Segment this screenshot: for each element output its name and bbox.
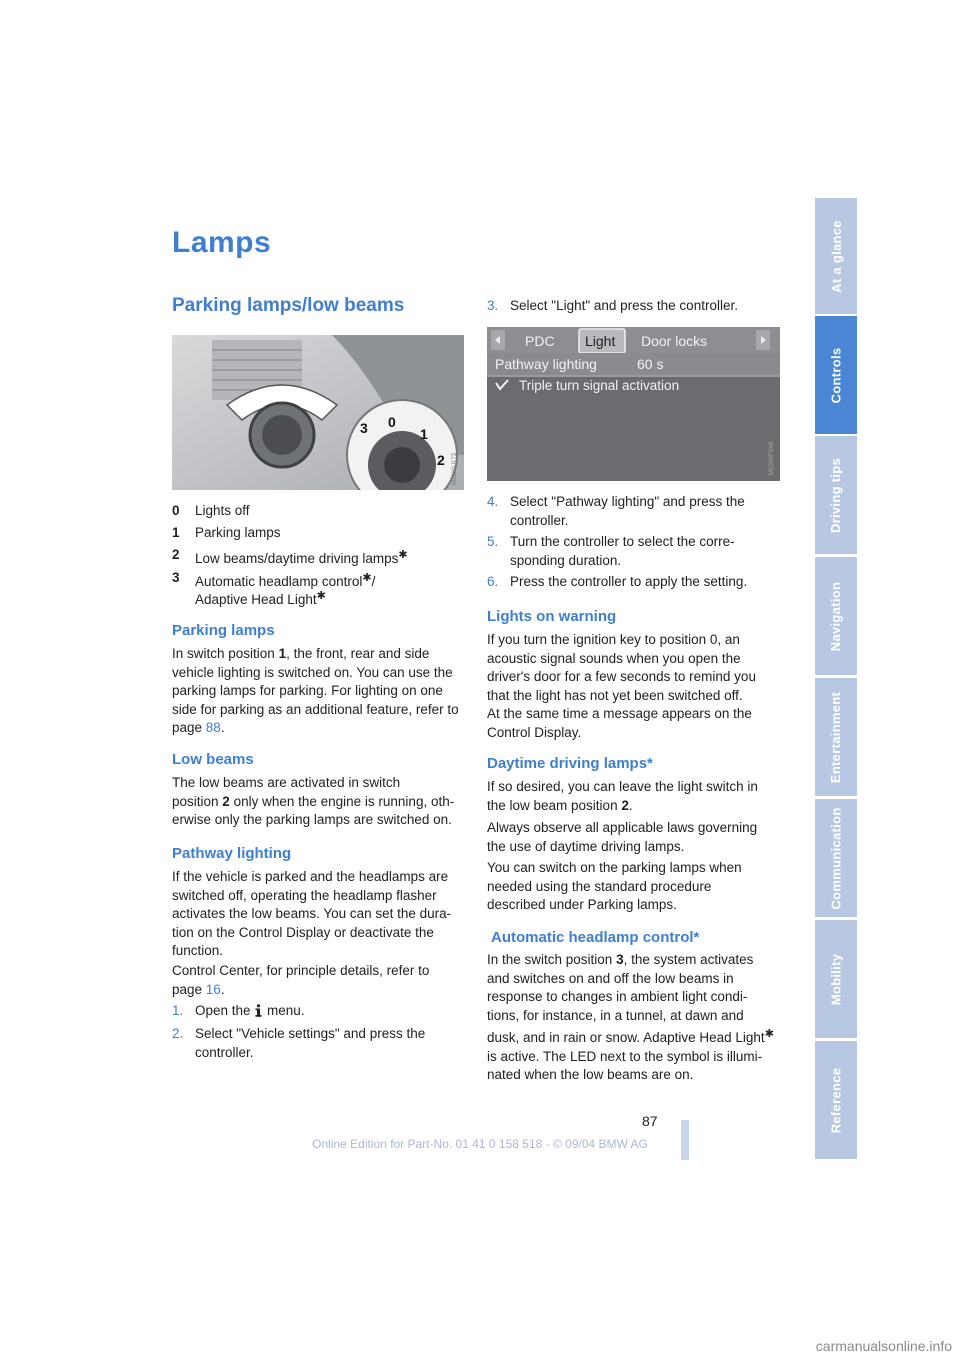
light-switch-illustration bbox=[172, 335, 464, 490]
low-beams-text: The low beams are activated in switch position 2 only when the engine is running, oth- erwise only the parking lamps are switched on. bbox=[172, 775, 455, 827]
watermark: carmanualsonline.info bbox=[815, 1338, 952, 1354]
dial-label-2: 2 bbox=[437, 452, 445, 468]
option-star: ✱ bbox=[764, 1028, 774, 1040]
display-row-value: 60 s bbox=[637, 356, 664, 372]
low-beams-heading: Low beams bbox=[172, 751, 254, 768]
section-heading: Parking lamps/low beams bbox=[172, 295, 405, 316]
control-display-screenshot bbox=[487, 327, 780, 481]
parking-lamps-heading: Parking lamps bbox=[172, 622, 275, 639]
control-center-text: Control Center, for principle details, refer to page 16. bbox=[172, 963, 430, 997]
display-tab-pdc: PDC bbox=[525, 333, 555, 349]
daytime-lamps-text-3: You can switch on the parking lamps when needed using the standard procedure described under Parking lamps. bbox=[487, 860, 742, 912]
option-star: ✱ bbox=[316, 590, 326, 602]
tab-at-a-glance[interactable]: At a glance bbox=[815, 198, 857, 314]
tab-reference[interactable]: Reference bbox=[815, 1041, 857, 1159]
pathway-lighting-heading: Pathway lighting bbox=[172, 845, 292, 862]
page-link-88[interactable]: 88 bbox=[205, 720, 221, 735]
daytime-lamps-text: If so desired, you can leave the light switch in the low beam position 2. bbox=[487, 779, 758, 813]
page-link-16[interactable]: 16 bbox=[205, 981, 221, 997]
page-number: 87 bbox=[642, 1113, 658, 1129]
dial-label-1: 1 bbox=[420, 426, 428, 442]
svg-text:M10X0J173: M10X0J173 bbox=[452, 452, 458, 485]
display-tab-light: Light bbox=[585, 333, 616, 349]
dial-label-3: 3 bbox=[360, 420, 368, 436]
info-menu-icon bbox=[254, 1004, 263, 1017]
dial-label-0: 0 bbox=[388, 414, 396, 430]
tab-mobility[interactable]: Mobility bbox=[815, 920, 857, 1038]
option-star: ✱ bbox=[398, 549, 408, 561]
display-tab-door-locks: Door locks bbox=[641, 333, 708, 349]
svg-text:M10X0F3X6: M10X0F3X6 bbox=[769, 441, 775, 475]
light-switch-photo bbox=[172, 335, 464, 490]
daytime-lamps-heading: Daytime driving lamps* bbox=[487, 755, 653, 772]
daytime-lamps-text-2: Always observe all applicable laws governing the use of daytime driving lamps. bbox=[487, 820, 758, 854]
tab-communication[interactable]: Communication bbox=[815, 799, 857, 917]
tab-controls[interactable]: Controls bbox=[815, 316, 857, 434]
pathway-lighting-text: If the vehicle is parked and the headlamps are switched off, operating the headlamp flasher activates the low beams. You can set the dura- tion on the Control Display or deactivate the function. bbox=[172, 869, 452, 958]
tab-driving-tips[interactable]: Driving tips bbox=[815, 436, 857, 554]
tab-entertainment[interactable]: Entertainment bbox=[815, 678, 857, 796]
lights-warning-heading: Lights on warning bbox=[487, 608, 617, 625]
footer-edition: Online Edition for Part-No. 01 41 0 158 518 - © 09/04 BMW AG bbox=[312, 1137, 648, 1151]
display-row-label: Pathway lighting bbox=[495, 356, 597, 372]
tab-navigation[interactable]: Navigation bbox=[815, 557, 857, 675]
option-star: ✱ bbox=[362, 572, 372, 584]
parking-lamps-text: In switch position 1, the front, rear and side vehicle lighting is switched on. You can use the parking lamps for parking. For lighting on one side for parking as an additional feature, refer to page 88. bbox=[172, 646, 459, 735]
page-title: Lamps bbox=[172, 226, 272, 259]
lights-warning-text: If you turn the ignition key to position 0, an acoustic signal sounds when you open the driver's door for a few seconds to remind you that the light has not yet been switched off. At the same time a message appears on the Control Display. bbox=[487, 632, 756, 740]
auto-headlamp-heading: Automatic headlamp control* bbox=[491, 929, 700, 946]
display-row-label-2: Triple turn signal activation bbox=[519, 378, 680, 393]
control-display-illustration bbox=[487, 327, 780, 481]
auto-headlamp-text: In the switch position 3, the system activates and switches on and off the low beams in response to changes in ambient light condi- tions, for instance, in a tunnel, at dawn and dusk, and in rain or snow. Adaptive Head Light✱ is active. The LED next to the symbol is illumi- nated when the low beams are on. bbox=[487, 952, 774, 1082]
